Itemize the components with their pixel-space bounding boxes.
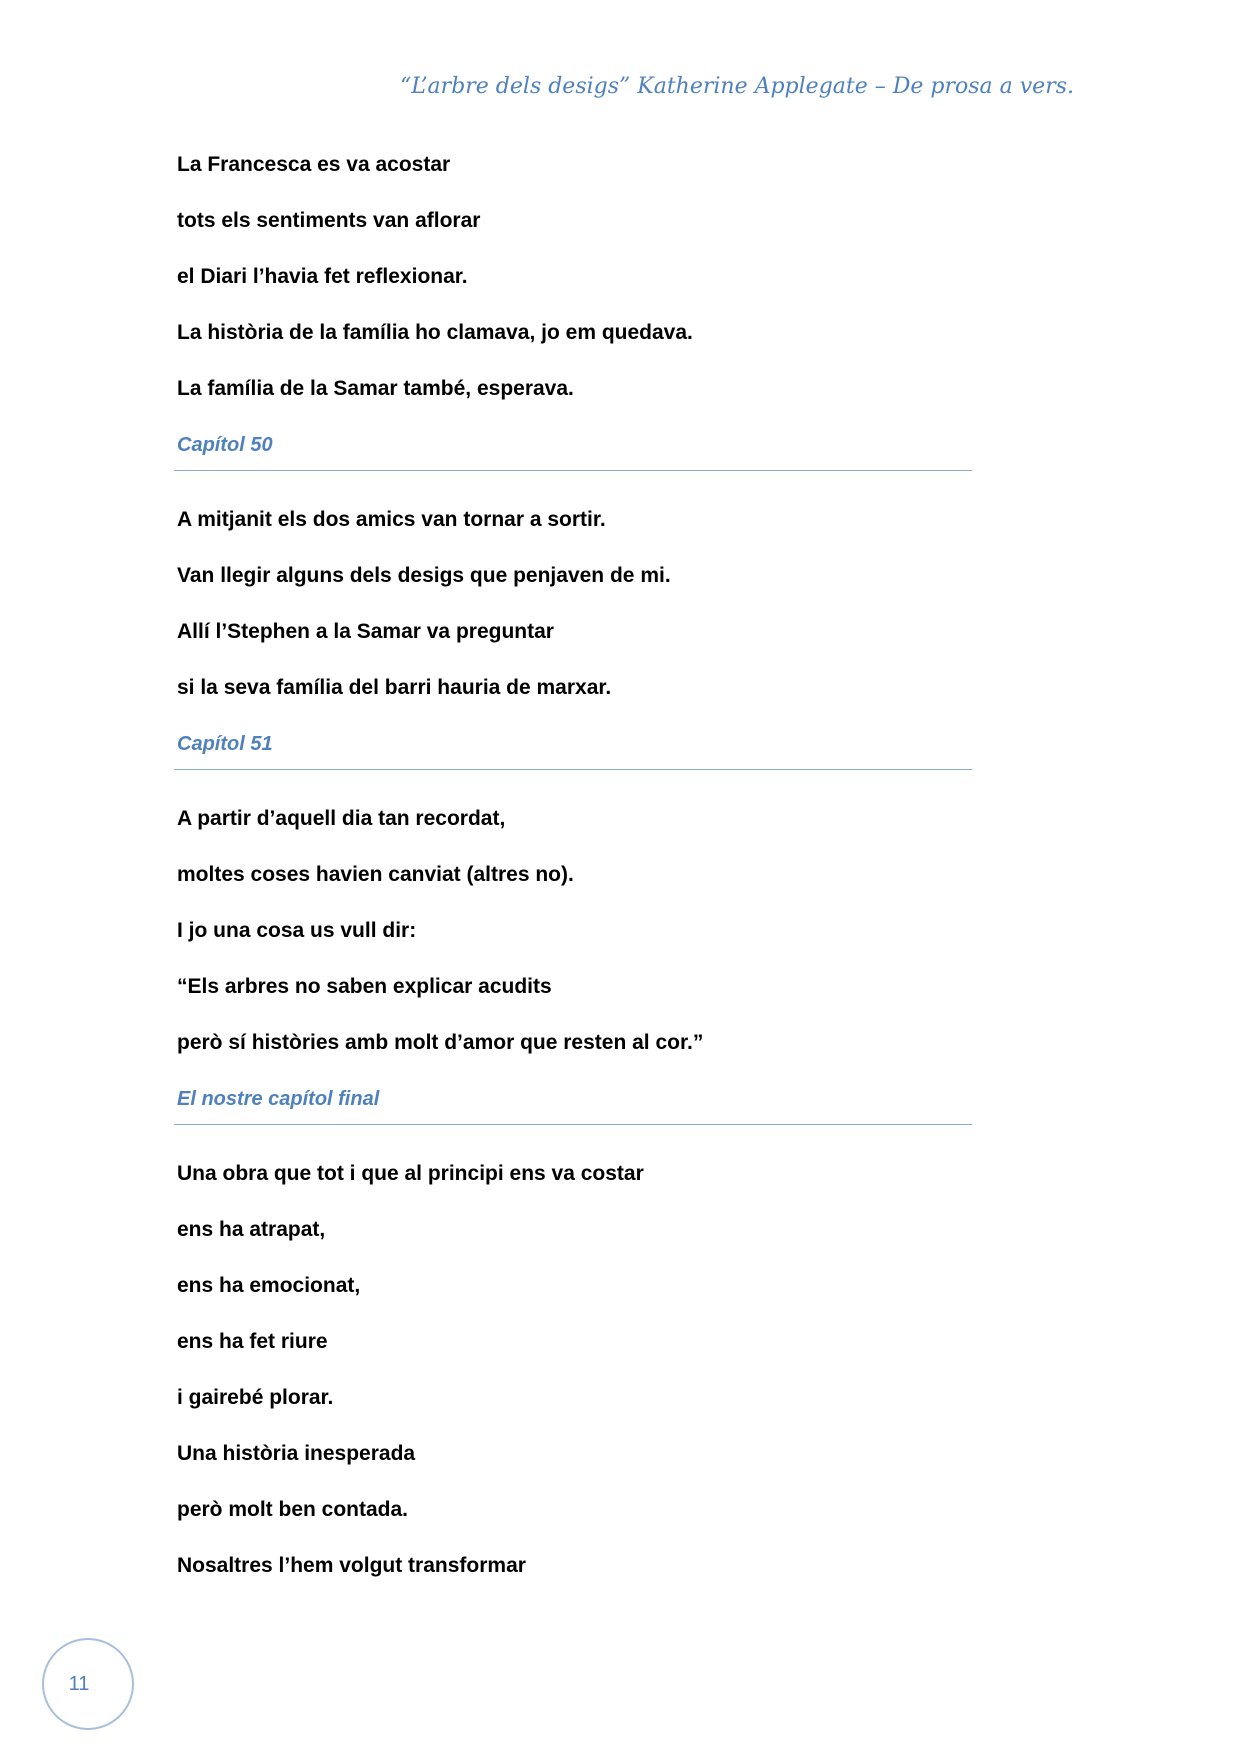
chapter-divider (174, 769, 972, 770)
verse-line: però sí històries amb molt d’amor que resten al cor.” (177, 1031, 704, 1054)
poem-body (177, 153, 977, 1610)
chapter-title: Capítol 50 (177, 434, 273, 456)
verse-line: A partir d’aquell dia tan recordat, (177, 807, 506, 830)
chapter-heading (177, 732, 977, 807)
chapter-title: Capítol 51 (177, 733, 273, 755)
stanza (177, 508, 977, 732)
chapter-title: El nostre capítol final (177, 1088, 380, 1110)
verse-line: moltes coses havien canviat (altres no). (177, 863, 574, 886)
verse-line: La història de la família ho clamava, jo em quedava. (177, 321, 693, 344)
verse-line: “Els arbres no saben explicar acudits (177, 975, 552, 998)
verse-line: Nosaltres l’hem volgut transformar (177, 1554, 526, 1577)
chapter-heading (177, 433, 977, 508)
stanza (177, 1162, 977, 1610)
stanza (177, 807, 977, 1087)
verse-line: però molt ben contada. (177, 1498, 409, 1521)
chapter-divider (174, 470, 972, 471)
verse-line: ens ha emocionat, (177, 1274, 361, 1297)
verse-line: ens ha atrapat, (177, 1218, 326, 1241)
verse-line: Van llegir alguns dels desigs que penjaven de mi. (177, 564, 671, 587)
verse-line: si la seva família del barri hauria de marxar. (177, 676, 612, 699)
verse-line: i gairebé plorar. (177, 1386, 334, 1409)
verse-line: tots els sentiments van aflorar (177, 209, 481, 232)
verse-line: ens ha fet riure (177, 1330, 328, 1353)
verse-line: A mitjanit els dos amics van tornar a sortir. (177, 508, 606, 531)
verse-line: Una història inesperada (177, 1442, 416, 1465)
chapter-divider (174, 1124, 972, 1125)
verse-line: La família de la Samar també, esperava. (177, 377, 574, 400)
verse-line: I jo una cosa us vull dir: (177, 919, 417, 942)
page-number: 11 (42, 1638, 134, 1730)
verse-line: Allí l’Stephen a la Samar va preguntar (177, 620, 554, 643)
page-header: “L’arbre dels desigs” Katherine Applegate – De prosa a vers. (399, 74, 1074, 99)
verse-line: el Diari l’havia fet reflexionar. (177, 265, 468, 288)
verse-line: Una obra que tot i que al principi ens va costar (177, 1162, 644, 1185)
chapter-heading (177, 1087, 977, 1162)
stanza (177, 153, 977, 433)
verse-line: La Francesca es va acostar (177, 153, 451, 176)
